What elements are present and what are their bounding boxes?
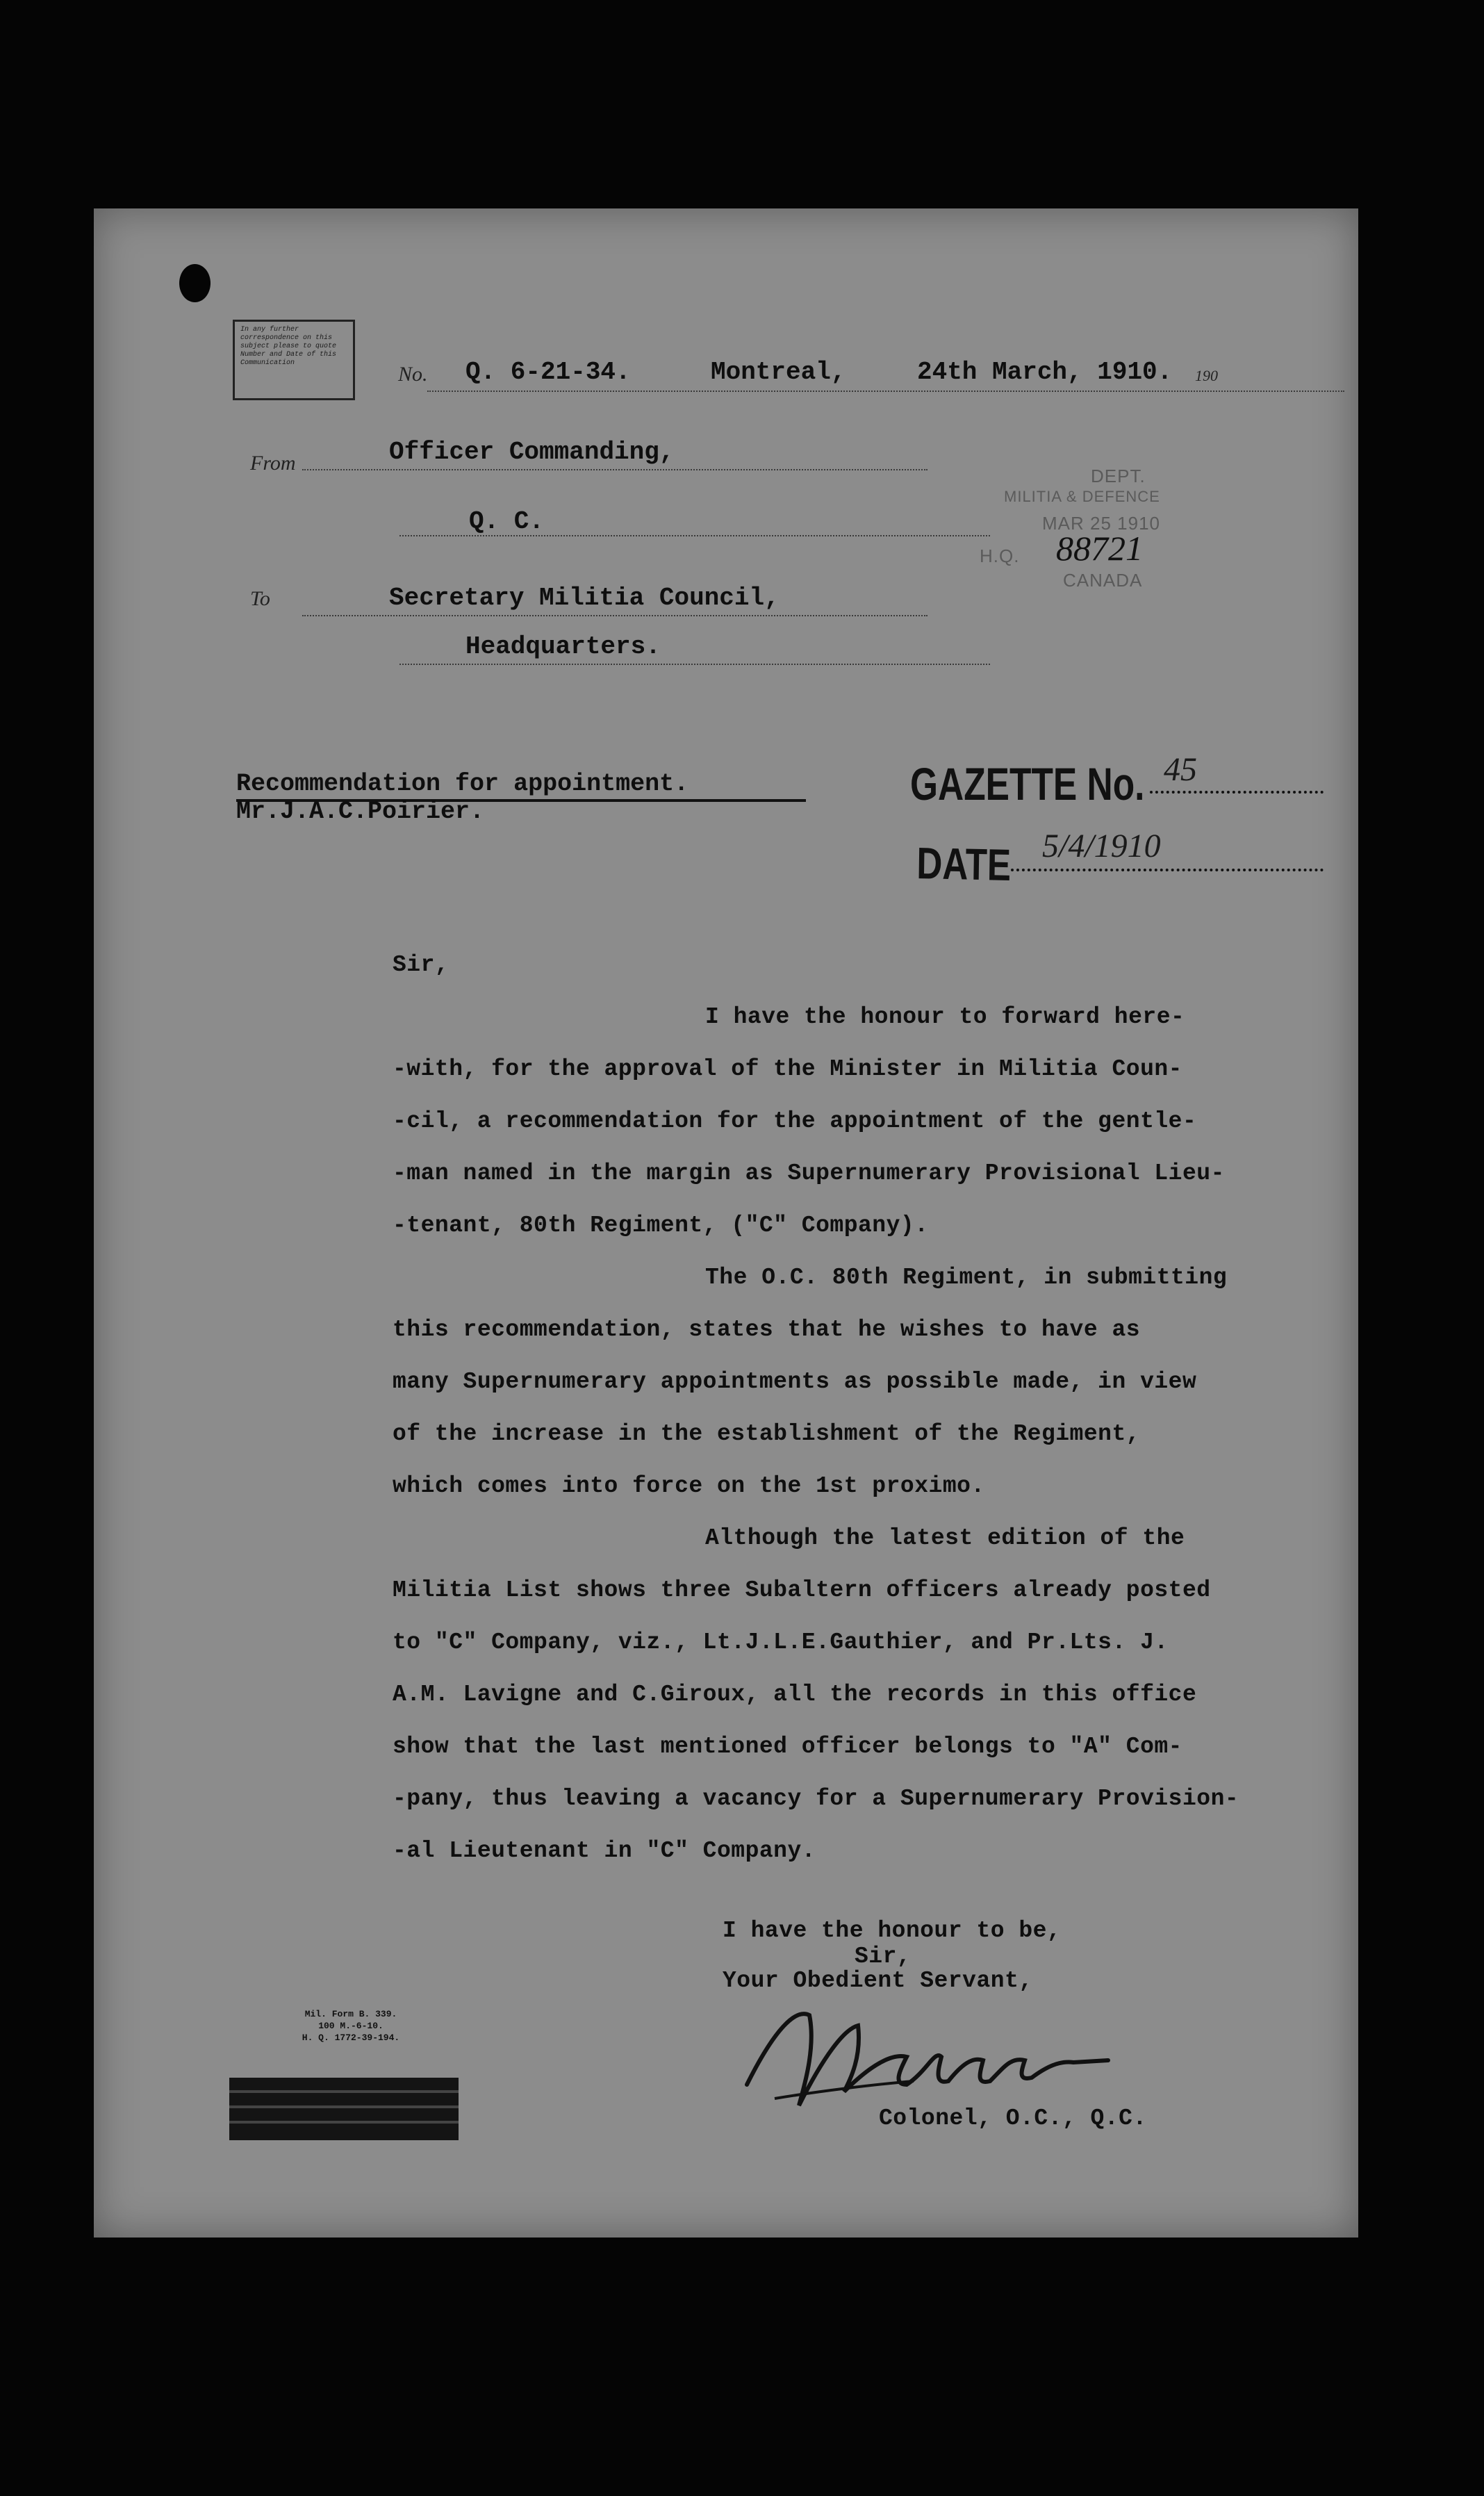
letter-line: -man named in the margin as Supernumerary Provisional Lieu- — [393, 1160, 1225, 1186]
stamp-country: CANADA — [1063, 570, 1143, 591]
from-line-1: Officer Commanding, — [389, 438, 675, 466]
letter-line: this recommendation, states that he wishes to have as — [393, 1317, 1141, 1343]
letter-line: of the increase in the establishment of the Regiment, — [393, 1421, 1141, 1447]
year-suffix: 190 — [1195, 367, 1218, 384]
to-label: To — [250, 587, 270, 610]
margin-note: In any further correspondence on this subject please to quote Number and Date of this Communication — [240, 326, 337, 367]
margin-note-box — [233, 320, 355, 400]
printer-block — [229, 2078, 459, 2140]
stamp-militia: MILITIA & DEFENCE — [1004, 488, 1160, 505]
letter-line: to "C" Company, viz., Lt.J.L.E.Gauthier, and Pr.Lts. J. — [393, 1629, 1169, 1655]
place: Montreal, — [711, 358, 846, 386]
gazette-date-value: 5/4/1910 — [1042, 828, 1161, 864]
stamp-dept: DEPT. — [1091, 466, 1146, 486]
letter-line: The O.C. 80th Regiment, in submitting — [705, 1265, 1228, 1290]
from-label: From — [250, 452, 296, 475]
form-id-line-1: Mil. Form B. 339. — [304, 2009, 397, 2019]
stamp-hq-number: 88721 — [1056, 529, 1143, 568]
form-id — [267, 2008, 434, 2044]
closing-line-1: I have the honour to be, — [723, 1918, 1062, 1944]
stamp-date: MAR 25 1910 — [1042, 513, 1160, 534]
form-id-line-2: 100 M.-6-10. — [318, 2021, 384, 2031]
form-id-line-3: H. Q. 1772-39-194. — [302, 2033, 400, 2043]
gazette-date-label: DATE — [916, 837, 1012, 890]
closing-line-2: Sir, — [855, 1944, 912, 1969]
letter-line: show that the last mentioned officer belongs to "A" Com- — [393, 1734, 1182, 1759]
letter-line: -tenant, 80th Regiment, ("C" Company). — [393, 1213, 929, 1238]
letter-line: which comes into force on the 1st proximo. — [393, 1473, 985, 1499]
letter-line: Militia List shows three Subaltern officers already posted — [393, 1577, 1211, 1603]
subject-line-2: Mr.J.A.C.Poirier. — [236, 798, 485, 826]
salutation: Sir, — [393, 952, 450, 978]
letter-line: I have the honour to forward here- — [705, 1004, 1185, 1030]
letter-line: -cil, a recommendation for the appointment of the gentle- — [393, 1108, 1197, 1134]
signer-title: Colonel, O.C., Q.C. — [879, 2105, 1147, 2131]
subject-line-1: Recommendation for appointment. — [236, 770, 689, 798]
stamp-hq-label: H.Q. — [980, 545, 1020, 566]
letter-date: 24th March, 1910. — [917, 358, 1173, 386]
letter-line: -al Lieutenant in "C" Company. — [393, 1838, 816, 1864]
to-line-1: Secretary Militia Council, — [389, 584, 780, 612]
no-label: No. — [398, 363, 428, 386]
from-line-2: Q. C. — [469, 507, 545, 536]
received-stamp — [966, 466, 1285, 605]
letter-line: -with, for the approval of the Minister in Militia Coun- — [393, 1056, 1182, 1082]
punch-hole — [179, 264, 211, 302]
letter-line: -pany, thus leaving a vacancy for a Supernumerary Provision- — [393, 1786, 1239, 1812]
letter-line: A.M. Lavigne and C.Giroux, all the records in this office — [393, 1682, 1197, 1707]
gazette-number: 45 — [1164, 751, 1197, 788]
closing-line-3: Your Obedient Servant, — [723, 1968, 1033, 1994]
signature-text — [879, 2022, 954, 2037]
gazette-label: GAZETTE No. — [910, 758, 1145, 810]
file-number: Q. 6-21-34. — [465, 358, 631, 386]
letter-page — [94, 208, 1358, 2238]
letter-line: many Supernumerary appointments as possible made, in view — [393, 1369, 1197, 1395]
letter-line: Although the latest edition of the — [705, 1525, 1185, 1551]
to-line-2: Headquarters. — [465, 632, 661, 661]
